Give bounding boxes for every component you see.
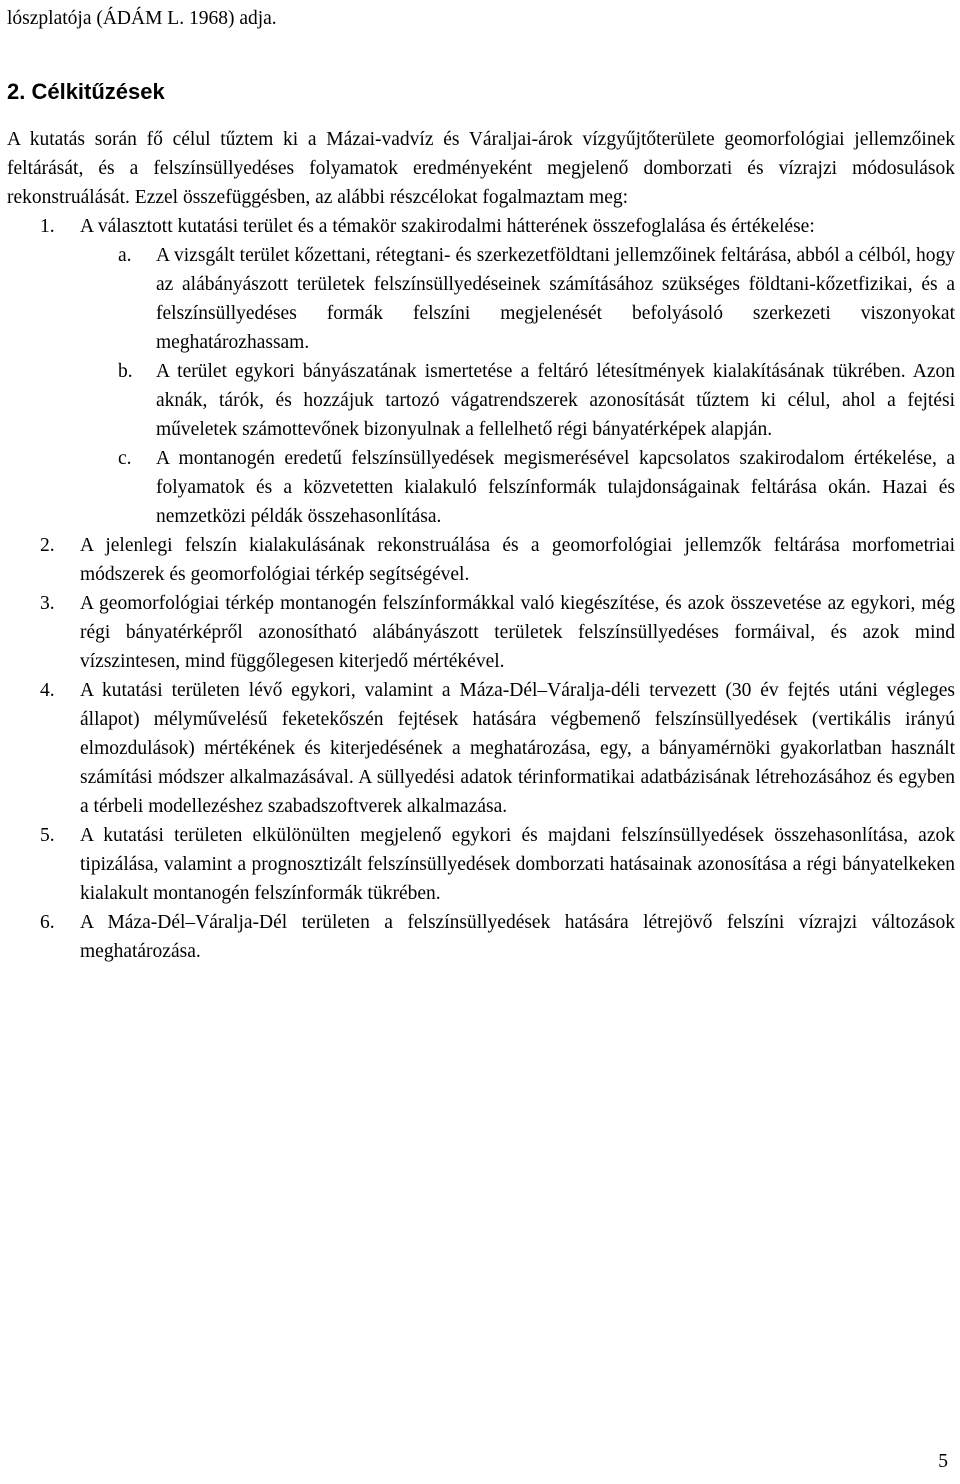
goal-number: 1. — [40, 216, 55, 237]
sub-goal-letter: a. — [118, 245, 132, 266]
page-number: 5 — [938, 1451, 948, 1472]
goal-text: A kutatási területen lévő egykori, valamint a Máza-Dél–Váralja-déli tervezett (30 év fejtés utáni végleges állapot) mélyművelésű feketekőszén fejtések hatására végbemenő felszínsüllyedések (vertikális irányú elmozdulások) mértékének és kiterjedésének a meghatározása, egy, a bányamérnöki gyakorlatban használt számítási módszer alkalmazásával. A süllyedési adatok térinformatikai adatbázisának létrehozásához és egyben a térbeli modellezéshez szabadszoftverek alkalmazása. — [80, 680, 955, 817]
sub-goal-letter: c. — [118, 448, 132, 469]
sub-goal-letter: b. — [118, 361, 133, 382]
previous-page-fragment: lószplatója (ÁDÁM L. 1968) adja. — [7, 8, 277, 29]
goal-number: 3. — [40, 593, 55, 614]
goal-text: A Máza-Dél–Váralja-Dél területen a felszínsüllyedések hatására létrejövő felszíni vízrajzi változások meghatározása. — [80, 912, 955, 962]
sub-goals-list — [80, 241, 955, 531]
goal-item — [7, 531, 955, 589]
sub-goal-text: A terület egykori bányászatának ismertetése a feltáró létesítmények kialakításának tükrében. Azon aknák, tárók, és hozzájuk tartozó vágatrendszerek azonosítását tűztem ki célul, ahol a fejtési műveletek számottevőnek bizonyulnak a fellelhető régi bányatérképek alapján. — [156, 361, 955, 440]
goal-number: 5. — [40, 825, 55, 846]
goal-item — [7, 589, 955, 676]
goal-number: 2. — [40, 535, 55, 556]
section-heading: 2. Célkitűzések — [7, 79, 165, 104]
goal-text: A geomorfológiai térkép montanogén felszínformákkal való kiegészítése, és azok összevetése az egykori, még régi bányatérképről azonosítható alábányászott területek felszínsüllyedéses formáival, és azok mind vízszintesen, mind függőlegesen kiterjedő mértékével. — [80, 593, 955, 672]
goal-number: 6. — [40, 912, 55, 933]
goal-text: A jelenlegi felszín kialakulásának rekonstruálása és a geomorfológiai jellemzők feltárása morfometriai módszerek és geomorfológiai térkép segítségével. — [80, 535, 955, 585]
sub-goal-item — [80, 357, 955, 444]
sub-goal-item — [80, 444, 955, 531]
goal-item — [7, 212, 955, 531]
goal-item — [7, 821, 955, 908]
goals-list — [7, 212, 955, 966]
goal-item — [7, 676, 955, 821]
goal-text: A kutatási területen elkülönülten megjelenő egykori és majdani felszínsüllyedések összehasonlítása, azok tipizálása, valamint a prognosztizált felszínsüllyedések domborzati hatásainak azonosítása a régi bányatelkeken kialakult montanogén felszínformák tükrében. — [80, 825, 955, 904]
sub-goal-text: A montanogén eredetű felszínsüllyedések megismerésével kapcsolatos szakirodalom értékelése, a folyamatok és a közvetetten kialakuló felszínformák tulajdonságainak feltárása okán. Hazai és nemzetközi példák összehasonlítása. — [156, 448, 955, 527]
goal-item — [7, 908, 955, 966]
document-page — [7, 0, 955, 966]
goal-text: A választott kutatási terület és a témakör szakirodalmi hátterének összefoglalása és értékelése: — [80, 216, 815, 237]
goal-number: 4. — [40, 680, 55, 701]
sub-goal-item — [80, 241, 955, 357]
sub-goal-text: A vizsgált terület kőzettani, rétegtani- és szerkezetföldtani jellemzőinek feltárása, abból a célból, hogy az alábányászott területek felszínsüllyedéseinek számításához szükséges földtani-kőzetfizikai, és a felszínsüllyedéses formák felszíni megjelenését befolyásoló szerkezeti viszonyokat meghatározhassam. — [156, 245, 955, 353]
intro-paragraph: A kutatás során fő célul tűztem ki a Mázai-vadvíz és Váraljai-árok vízgyűjtőterülete geomorfológiai jellemzőinek feltárását, és a felszínsüllyedéses folyamatok eredményeként megjelenő domborzati és vízrajzi módosulások rekonstruálását. Ezzel összefüggésben, az alábbi részcélokat fogalmaztam meg: — [7, 129, 955, 208]
